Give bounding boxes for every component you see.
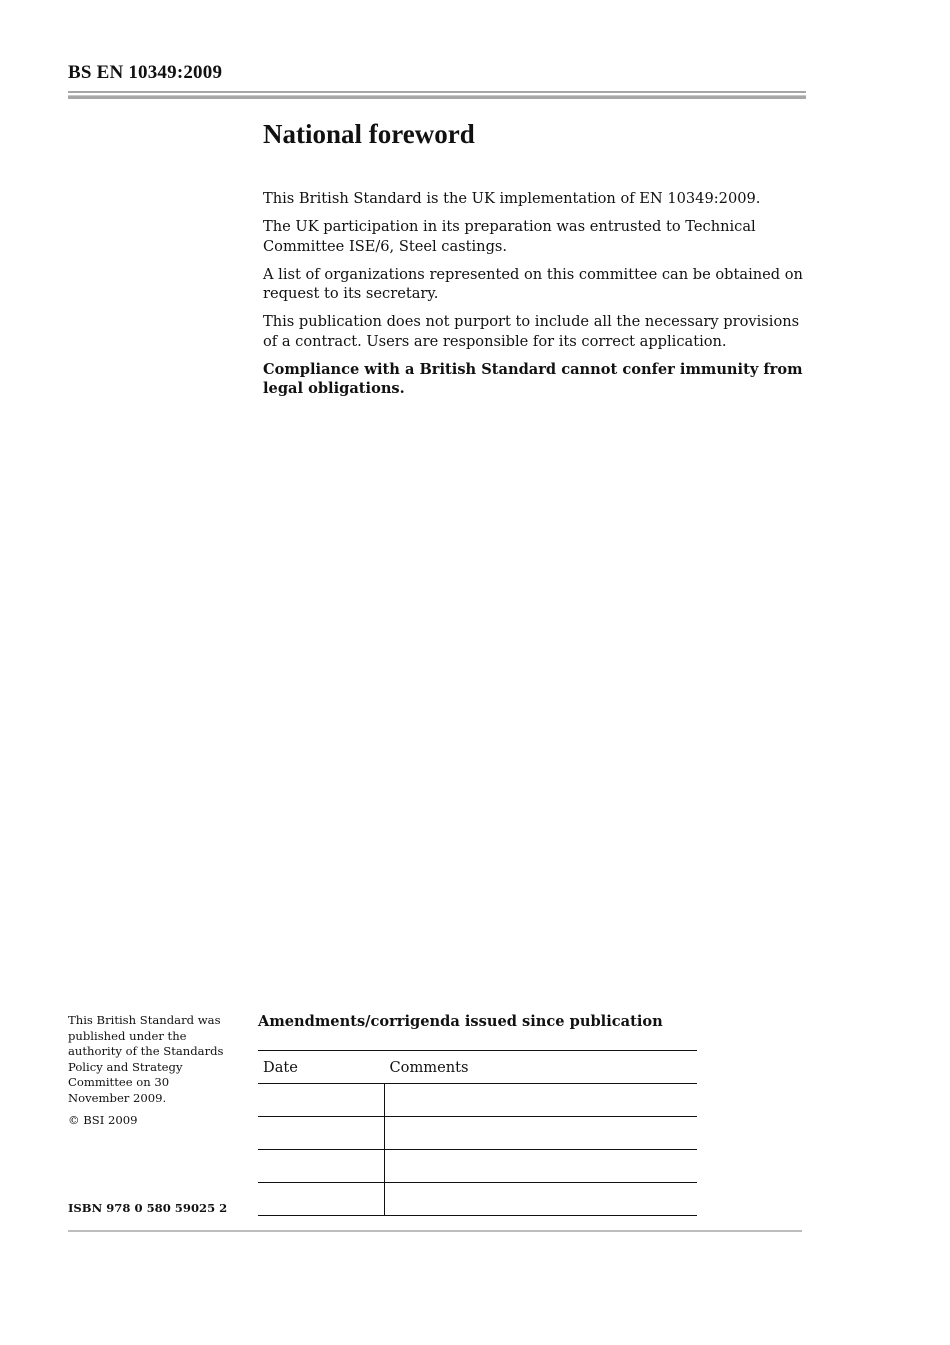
table-row [258,1117,697,1150]
header-rule [68,91,806,99]
paragraph: A list of organizations represented on this committee can be obtained on request to its secretary. [263,265,803,302]
column-header-comments: Comments [385,1051,698,1084]
column-header-date: Date [258,1051,385,1084]
isbn: ISBN 978 0 580 59025 2 [68,1201,228,1215]
document-id: BS EN 10349:2009 [68,62,223,83]
footer-rule [68,1230,802,1232]
foreword-body [263,189,808,407]
comments-cell [385,1084,698,1117]
publication-note: This British Standard was published under the authority of the Standards Policy and Strategy Committee on 30 November 2009. [68,1013,224,1105]
table-row [258,1084,697,1117]
paragraph: This British Standard is the UK implementation of EN 10349:2009. [263,190,761,207]
amendments-table [258,1050,697,1216]
comments-cell [385,1183,698,1216]
publication-sidebar [68,1013,233,1136]
date-cell [258,1084,385,1117]
copyright-notice: © BSI 2009 [68,1113,138,1127]
paragraph: This publication does not purport to include all the necessary provisions of a contract. Users are responsible for its correct application. [263,313,800,350]
paragraph: The UK participation in its preparation was entrusted to Technical Committee ISE/6, Steel castings. [263,218,756,255]
date-cell [258,1150,385,1183]
date-cell [258,1117,385,1150]
comments-cell [385,1117,698,1150]
table-row [258,1150,697,1183]
amendments-title: Amendments/corrigenda issued since publication [258,1013,663,1030]
compliance-statement: Compliance with a British Standard cannot confer immunity from legal obligations. [263,360,803,397]
page-title: National foreword [263,119,475,149]
table-row [258,1183,697,1216]
date-cell [258,1183,385,1216]
table-header-row [258,1051,697,1084]
comments-cell [385,1150,698,1183]
